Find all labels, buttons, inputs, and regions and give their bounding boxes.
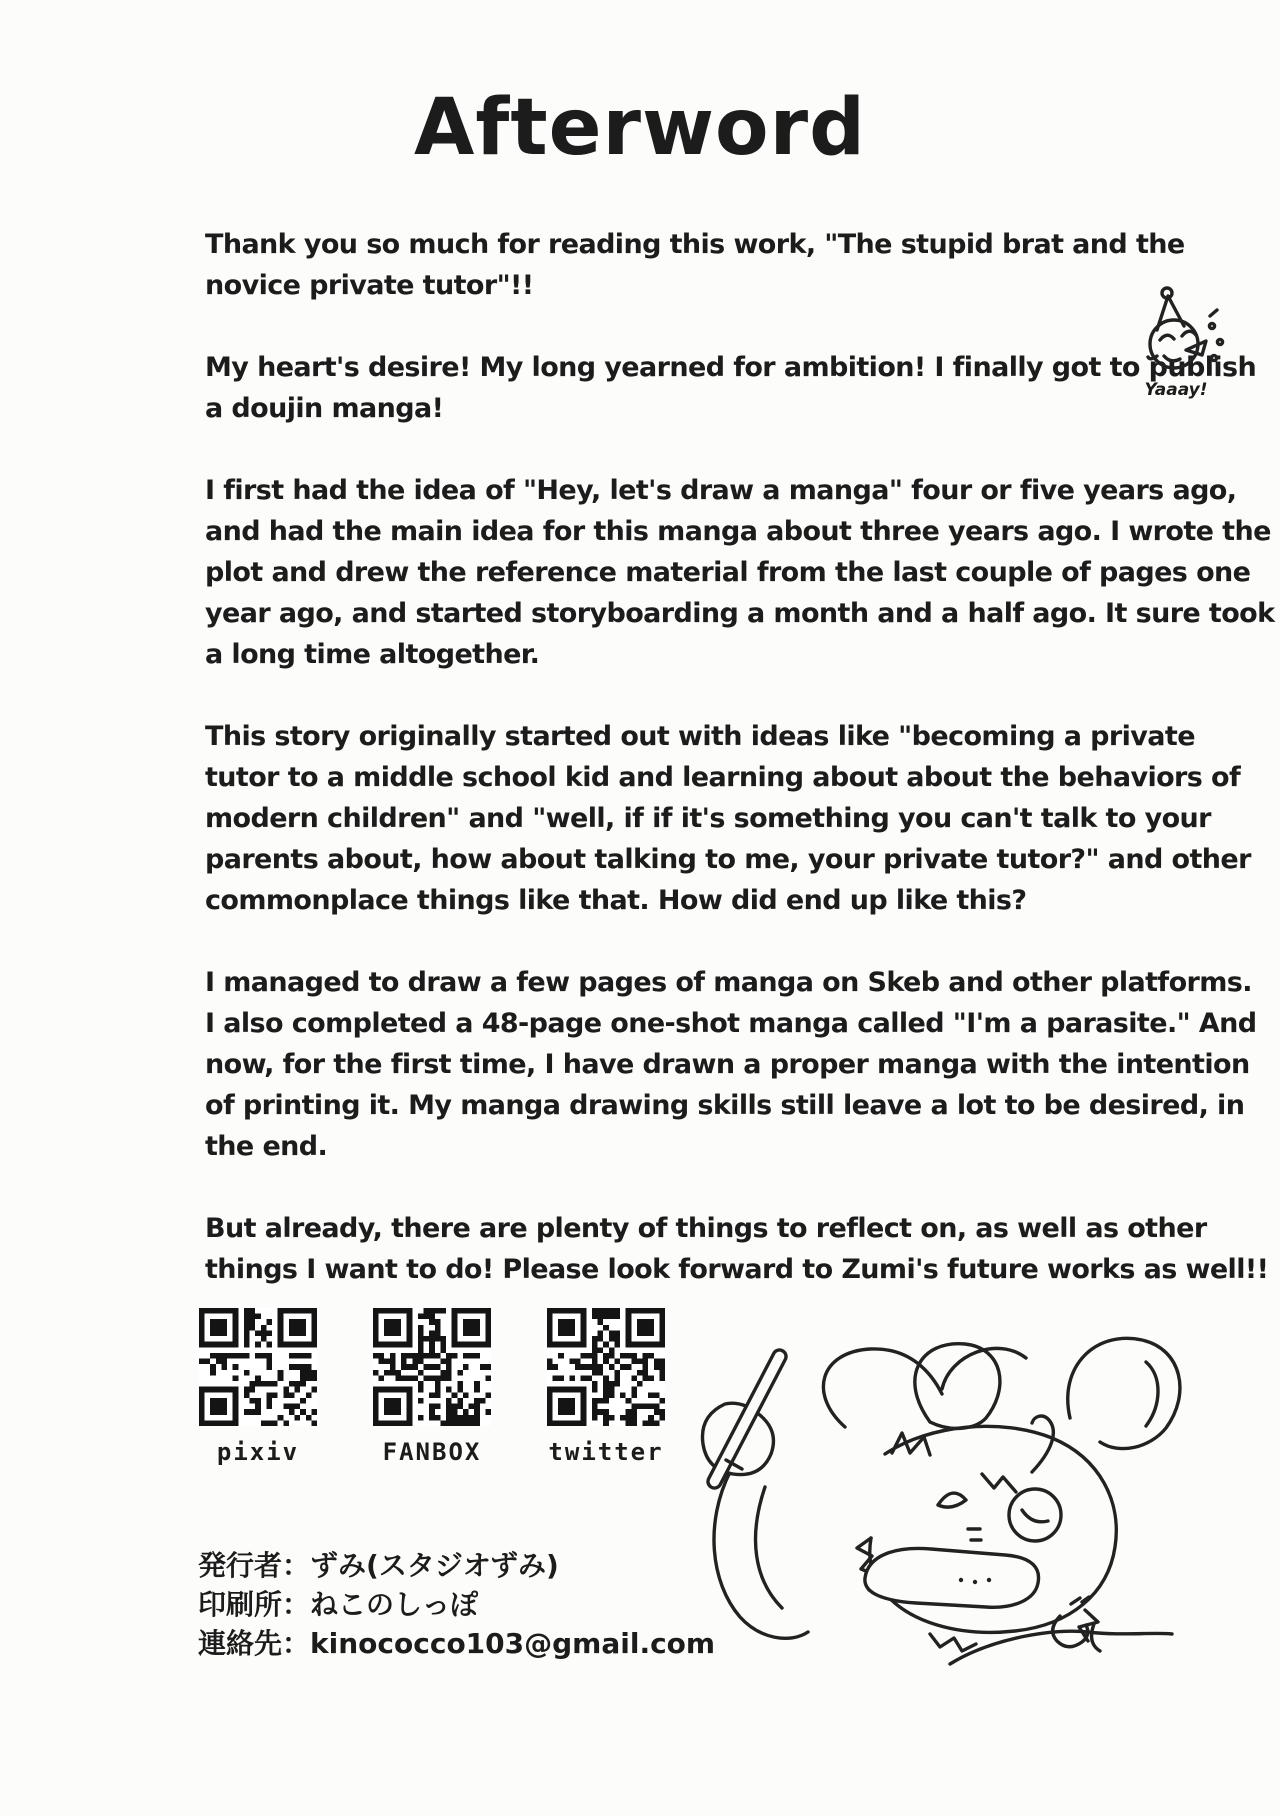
text-line: a long time altogether. (205, 639, 540, 670)
text-line: tutor to a middle school kid and learning about about the behaviors of (205, 762, 1241, 793)
qr-code-fanbox (373, 1308, 491, 1426)
text-line: I managed to draw a few pages of manga on Skeb and other platforms. (205, 967, 1252, 998)
celebration-doodle (1120, 280, 1232, 400)
contact-label: 連絡先 (198, 1627, 283, 1660)
publisher-label: 発行者 (198, 1549, 283, 1582)
qr-label-fanbox: FANBOX (382, 1438, 482, 1466)
text-line: My heart's desire! My long yearned for ambition! I finally got to publish (205, 352, 1257, 383)
printer-label: 印刷所 (198, 1588, 283, 1621)
text-line: I also completed a 48-page one-shot manga called "I'm a parasite." And (205, 1008, 1257, 1039)
text-line: the end. (205, 1131, 328, 1162)
paragraph-experience (205, 962, 1257, 1167)
mascot-doodle (630, 1332, 1220, 1732)
text-line: things I want to do! Please look forward to Zumi's future works as well!! (205, 1254, 1269, 1285)
contact-email: kinococco103@gmail.com (310, 1627, 716, 1660)
paragraph-origin (205, 716, 1251, 921)
text-line: and had the main idea for this manga about three years ago. I wrote the (205, 516, 1271, 547)
publisher-value: ずみ(スタジオずみ) (310, 1549, 559, 1582)
paragraph-timeline (205, 470, 1275, 675)
party-face-icon (1124, 280, 1228, 384)
text-line: But already, there are plenty of things to reflect on, as well as other (205, 1213, 1207, 1244)
qr-code-row (198, 1308, 666, 1466)
paragraph-outlook (205, 1208, 1269, 1290)
paragraph-thanks (205, 224, 1185, 306)
qr-label-pixiv: pixiv (216, 1438, 300, 1466)
text-line: parents about, how about talking to me, your private tutor?" and other (205, 844, 1251, 875)
text-line: This story originally started out with ideas like "becoming a private (205, 721, 1195, 752)
qr-label-twitter: twitter (548, 1438, 664, 1466)
qr-item-pixiv (198, 1308, 318, 1466)
qr-code-pixiv (199, 1308, 317, 1426)
text-line: year ago, and started storyboarding a month and a half ago. It sure took (205, 598, 1275, 629)
text-line: now, for the first time, I have drawn a proper manga with the intention (205, 1049, 1250, 1080)
text-line: Thank you so much for reading this work, "The stupid brat and the (205, 229, 1185, 260)
text-line: plot and drew the reference material from the last couple of pages one (205, 557, 1251, 588)
separator: ： (282, 1588, 311, 1621)
celebration-caption: Yaaay! (1144, 380, 1208, 400)
text-line: a doujin manga! (205, 393, 444, 424)
page-title: Afterword (414, 83, 866, 173)
text-line: modern children" and "well, if if it's something you can't talk to your (205, 803, 1211, 834)
separator: ： (282, 1627, 311, 1660)
text-line: novice private tutor"!! (205, 270, 534, 301)
text-line: commonplace things like that. How did end up like this? (205, 885, 1027, 916)
text-line: of printing it. My manga drawing skills still leave a lot to be desired, in (205, 1090, 1245, 1121)
text-line: I first had the idea of "Hey, let's draw a manga" four or five years ago, (205, 475, 1237, 506)
qr-item-fanbox (372, 1308, 492, 1466)
printer-value: ねこのしっぽ (310, 1588, 479, 1621)
separator: ： (282, 1549, 311, 1582)
